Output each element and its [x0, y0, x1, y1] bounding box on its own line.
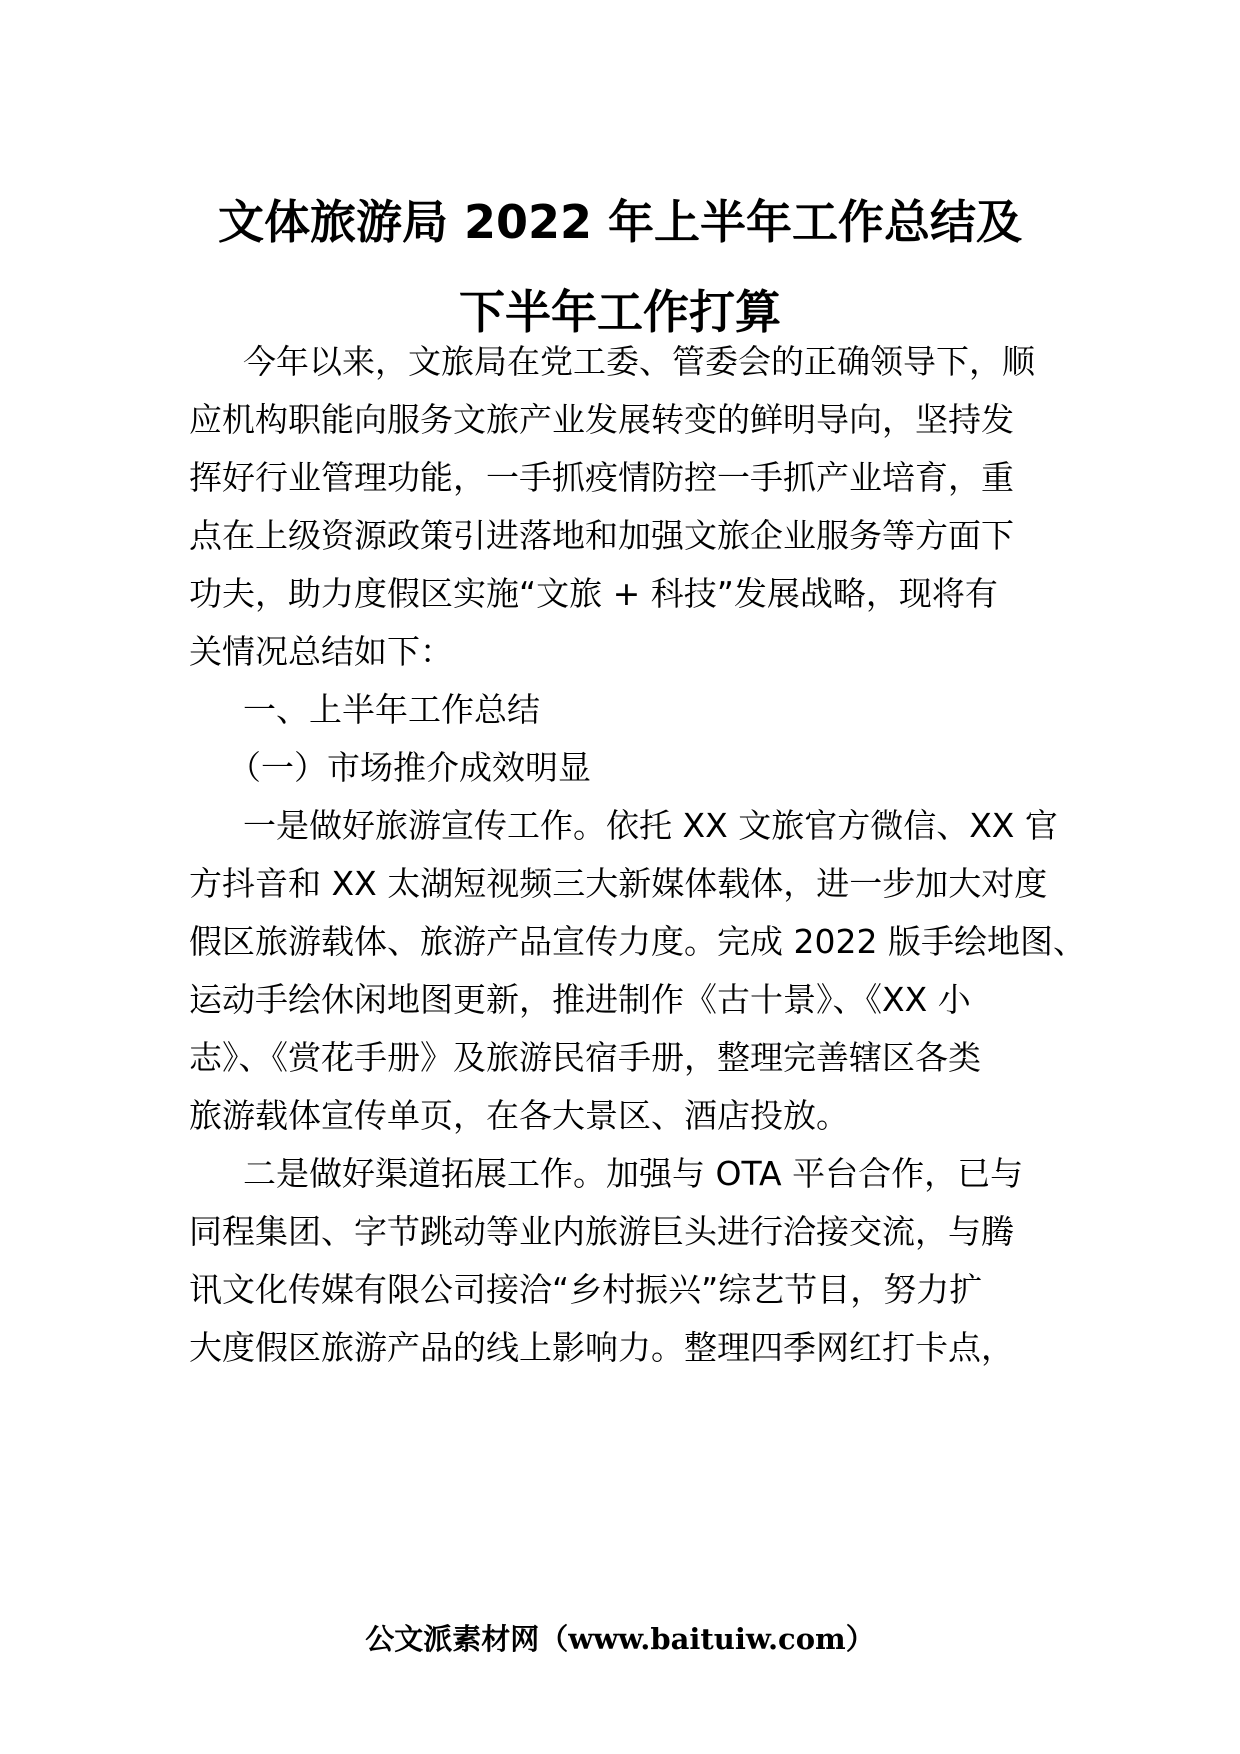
- subsection-heading: （一）市场推介成效明显: [228, 748, 591, 787]
- paragraph-line: 讯文化传媒有限公司接洽“乡村振兴”综艺节目，努力扩: [189, 1270, 983, 1309]
- document-title-line-1: 文体旅游局 2022 年上半年工作总结及: [217, 195, 1023, 249]
- paragraph-line: 志》、《赏花手册》及旅游民宿手册，整理完善辖区各类: [189, 1038, 981, 1077]
- paragraph-line: 今年以来，文旅局在党工委、管委会的正确领导下，顺: [243, 342, 1035, 381]
- paragraph-line: 假区旅游载体、旅游产品宣传力度。完成 2022 版手绘地图、: [189, 922, 1086, 961]
- paragraph-line: 关情况总结如下：: [189, 632, 453, 671]
- paragraph-line: 二是做好渠道拓展工作。加强与 OTA 平台合作，已与: [243, 1154, 1024, 1193]
- paragraph-line: 运动手绘休闲地图更新，推进制作《古十景》、《XX 小: [189, 980, 971, 1019]
- paragraph-line: 方抖音和 XX 太湖短视频三大新媒体载体，进一步加大对度: [189, 864, 1048, 903]
- footer-source-text: 公文派素材网（www.baituiw.com）: [365, 1622, 875, 1656]
- paragraph-line: 应机构职能向服务文旅产业发展转变的鲜明导向，坚持发: [189, 400, 1014, 439]
- section-heading: 一、上半年工作总结: [243, 690, 540, 729]
- paragraph-line: 挥好行业管理功能，一手抓疫情防控一手抓产业培育，重: [189, 458, 1014, 497]
- document-title-line-2: 下半年工作打算: [459, 285, 781, 339]
- paragraph-line: 一是做好旅游宣传工作。依托 XX 文旅官方微信、XX 官: [243, 806, 1058, 845]
- paragraph-line: 功夫，助力度假区实施“文旅 + 科技”发展战略，现将有: [189, 574, 998, 613]
- paragraph-line: 大度假区旅游产品的线上影响力。整理四季网红打卡点，: [189, 1328, 1014, 1367]
- paragraph-line: 点在上级资源政策引进落地和加强文旅企业服务等方面下: [189, 516, 1014, 555]
- paragraph-line: 旅游载体宣传单页，在各大景区、酒店投放。: [189, 1096, 849, 1135]
- paragraph-line: 同程集团、字节跳动等业内旅游巨头进行洽接交流，与腾: [189, 1212, 1014, 1251]
